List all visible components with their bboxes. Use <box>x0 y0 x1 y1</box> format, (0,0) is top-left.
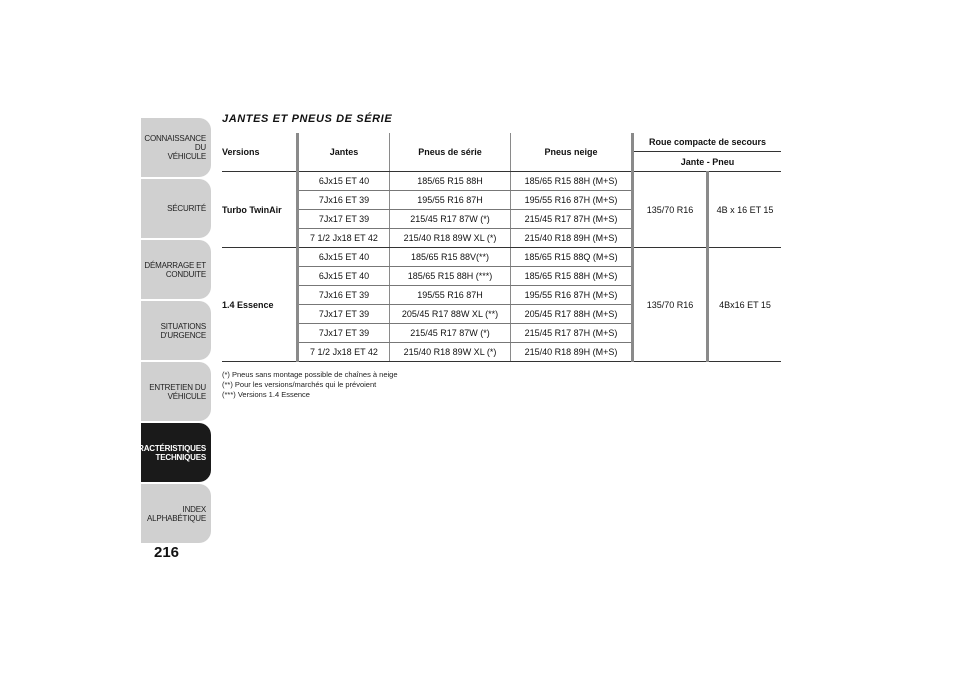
footnote: (***) Versions 1.4 Essence <box>222 390 310 399</box>
rim-spec: 7Jx17 ET 39 <box>298 210 390 229</box>
chapter-tab-label: CONDUITE <box>165 269 206 279</box>
spare-wheel-tyre: 135/70 R16 <box>633 172 708 248</box>
standard-tyre: 215/40 R18 89W XL (*) <box>390 343 511 362</box>
standard-tyre: 185/65 R15 88V(**) <box>390 248 511 267</box>
standard-tyre: 185/65 R15 88H <box>390 172 511 191</box>
spare-wheel-rim: 4B x 16 ET 15 <box>708 172 782 248</box>
rim-spec: 7Jx16 ET 39 <box>298 286 390 305</box>
rim-spec: 6Jx15 ET 40 <box>298 172 390 191</box>
tyre-spec-table <box>222 133 781 362</box>
snow-tyre: 195/55 R16 87H (M+S) <box>511 286 633 305</box>
header-jantes: Jantes <box>298 133 390 172</box>
snow-tyre: 185/65 R15 88H (M+S) <box>511 172 633 191</box>
header-roue-compacte: Roue compacte de secours <box>633 133 782 152</box>
header-pneus-serie: Pneus de série <box>390 133 511 172</box>
rim-spec: 7 1/2 Jx18 ET 42 <box>298 343 390 362</box>
chapter-tab-4[interactable] <box>141 362 211 421</box>
standard-tyre: 195/55 R16 87H <box>390 191 511 210</box>
rim-spec: 7Jx17 ET 39 <box>298 324 390 343</box>
snow-tyre: 215/45 R17 87H (M+S) <box>511 210 633 229</box>
header-versions: Versions <box>222 133 298 172</box>
chapter-tab-5[interactable] <box>126 423 211 482</box>
chapter-tab-label: DÉMARRAGE ET <box>144 260 206 270</box>
version-name: Turbo TwinAir <box>222 172 298 248</box>
rim-spec: 7 1/2 Jx18 ET 42 <box>298 229 390 248</box>
snow-tyre: 195/55 R16 87H (M+S) <box>511 191 633 210</box>
chapter-tab-label: CONNAISSANCE DU <box>144 134 206 152</box>
chapter-tab-label: INDEX <box>182 504 206 514</box>
rim-spec: 6Jx15 ET 40 <box>298 267 390 286</box>
table-row <box>222 248 781 267</box>
page-number: 216 <box>154 544 180 561</box>
chapter-sidebar <box>126 118 211 545</box>
snow-tyre: 185/65 R15 88H (M+S) <box>511 267 633 286</box>
snow-tyre: 215/40 R18 89H (M+S) <box>511 343 633 362</box>
spare-wheel-rim: 4Bx16 ET 15 <box>708 248 782 362</box>
footnote: (*) Pneus sans montage possible de chaînes à neige <box>222 370 398 379</box>
header-jante-pneu: Jante - Pneu <box>633 152 782 172</box>
footnotes <box>222 370 398 400</box>
chapter-tab-6[interactable] <box>141 484 211 543</box>
chapter-tab-0[interactable] <box>141 118 211 177</box>
chapter-tab-1[interactable] <box>141 179 211 238</box>
spare-wheel-tyre: 135/70 R16 <box>633 248 708 362</box>
rim-spec: 6Jx15 ET 40 <box>298 248 390 267</box>
chapter-tab-3[interactable] <box>141 301 211 360</box>
chapter-tab-label: ALPHABÉTIQUE <box>147 513 206 523</box>
chapter-tab-label: D'URGENCE <box>160 330 206 340</box>
chapter-tab-label: SÉCURITÉ <box>167 204 206 213</box>
rim-spec: 7Jx17 ET 39 <box>298 305 390 324</box>
chapter-tab-label: ENTRETIEN DU <box>149 382 206 392</box>
standard-tyre: 195/55 R16 87H <box>390 286 511 305</box>
footnote: (**) Pour les versions/marchés qui le prévoient <box>222 380 377 389</box>
chapter-tab-label: VÉHICULE <box>167 152 206 161</box>
standard-tyre: 185/65 R15 88H (***) <box>390 267 511 286</box>
standard-tyre: 205/45 R17 88W XL (**) <box>390 305 511 324</box>
chapter-tab-label: CARACTÉRISTIQUES <box>126 443 206 453</box>
standard-tyre: 215/40 R18 89W XL (*) <box>390 229 511 248</box>
chapter-tab-label: SITUATIONS <box>160 321 206 331</box>
standard-tyre: 215/45 R17 87W (*) <box>390 324 511 343</box>
snow-tyre: 205/45 R17 88H (M+S) <box>511 305 633 324</box>
standard-tyre: 215/45 R17 87W (*) <box>390 210 511 229</box>
chapter-tab-label: VÉHICULE <box>167 391 206 401</box>
header-pneus-neige: Pneus neige <box>511 133 633 172</box>
table-row <box>222 172 781 191</box>
rim-spec: 7Jx16 ET 39 <box>298 191 390 210</box>
version-name: 1.4 Essence <box>222 248 298 362</box>
snow-tyre: 185/65 R15 88Q (M+S) <box>511 248 633 267</box>
section-title: JANTES ET PNEUS DE SÉRIE <box>222 113 393 125</box>
chapter-tab-2[interactable] <box>141 240 211 299</box>
snow-tyre: 215/45 R17 87H (M+S) <box>511 324 633 343</box>
chapter-tab-label: TECHNIQUES <box>155 452 206 462</box>
snow-tyre: 215/40 R18 89H (M+S) <box>511 229 633 248</box>
